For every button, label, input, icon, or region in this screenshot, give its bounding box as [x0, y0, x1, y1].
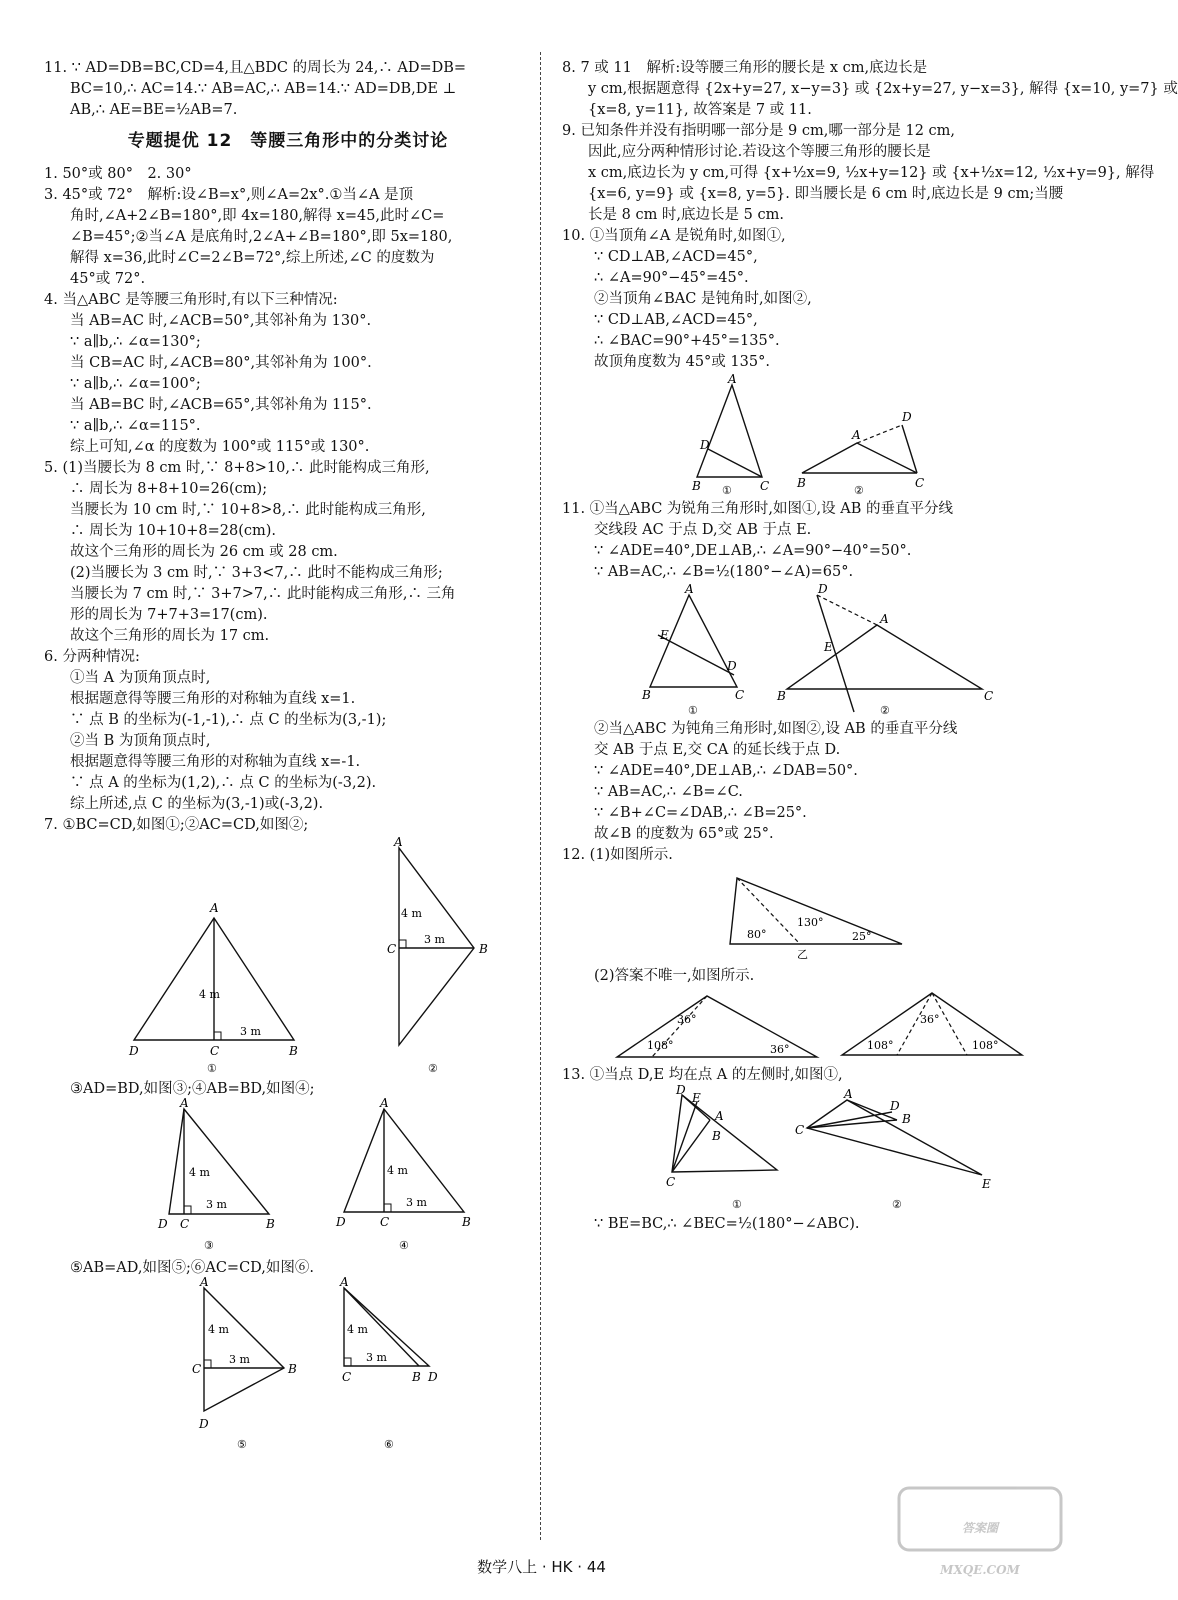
svg-text:②: ②: [854, 484, 864, 497]
q12-figure-1: [562, 870, 1042, 962]
svg-text:C: C: [192, 1362, 202, 1376]
svg-text:B: B: [777, 689, 786, 703]
q12-figure-2b: [842, 993, 1022, 1055]
q10-figure-2: [796, 410, 924, 497]
svg-text:D: D: [818, 582, 828, 596]
svg-text:108°: 108°: [867, 1039, 894, 1052]
q3-line2: 角时,∠A+2∠B=180°,即 4x=180,解得 x=45,此时∠C=: [70, 208, 445, 224]
q11-figure-1: [641, 582, 744, 717]
svg-text:B: B: [797, 476, 806, 490]
svg-text:108°: 108°: [972, 1039, 999, 1052]
svg-text:E: E: [982, 1177, 991, 1191]
q12-line1: 12. (1)如图所示.: [562, 847, 673, 863]
svg-text:B: B: [266, 1217, 275, 1231]
q3-line3: ∠B=45°;②当∠A 是底角时,2∠A+∠B=180°,即 5x=180,: [70, 229, 453, 245]
q9-line3: x cm,底边长为 y cm,可得 {x+½x=9, ½x+y=12} 或 {x+½x=12, ½x+y=9}, 解得: [588, 165, 1155, 181]
q6-line7: ∵ 点 A 的坐标为(1,2),∴ 点 C 的坐标为(-3,2).: [70, 775, 377, 791]
svg-text:A: A: [210, 901, 219, 915]
q4-line1: 4. 当△ABC 是等腰三角形时,有以下三种情况:: [44, 292, 338, 308]
svg-text:108°: 108°: [647, 1039, 674, 1052]
svg-text:②: ②: [880, 704, 890, 717]
q5-line6: (2)当腰长为 3 cm 时,∵ 3+3<7,∴ 此时不能构成三角形;: [70, 565, 443, 581]
svg-text:4 m: 4 m: [189, 1166, 210, 1179]
q7-figure-1: [128, 901, 298, 1075]
q7-figure-4: [335, 1096, 471, 1252]
q4-line2: 当 AB=AC 时,∠ACB=50°,其邻补角为 130°.: [70, 313, 372, 329]
svg-text:B: B: [412, 1370, 421, 1384]
q7-line3: ⑤AB=AD,如图⑤;⑥AC=CD,如图⑥.: [70, 1260, 314, 1276]
q9-line5: 长是 8 cm 时,底边长是 5 cm.: [588, 207, 784, 223]
svg-text:B: B: [289, 1044, 298, 1058]
svg-text:36°: 36°: [677, 1013, 697, 1026]
q11r-line1: 11. ①当△ABC 为锐角三角形时,如图①,设 AB 的垂直平分线: [562, 501, 953, 517]
svg-text:A: A: [340, 1275, 349, 1289]
q6-line5: ②当 B 为顶角顶点时,: [70, 733, 211, 749]
svg-text:D: D: [199, 1417, 209, 1431]
svg-text:⑤: ⑤: [237, 1438, 247, 1451]
q11-line1: 11. ∵ AD=DB=BC,CD=4,且△BDC 的周长为 24,∴ AD=DB=: [44, 60, 467, 76]
q12-figure-2a: [617, 996, 817, 1057]
svg-text:B: B: [462, 1215, 471, 1229]
q6-line4: ∵ 点 B 的坐标为(-1,-1),∴ 点 C 的坐标为(3,-1);: [70, 712, 387, 728]
q1-q2: 1. 50°或 80° 2. 30°: [44, 166, 192, 182]
q7-line1: 7. ①BC=CD,如图①;②AC=CD,如图②;: [44, 817, 309, 833]
svg-text:D: D: [890, 1099, 900, 1113]
svg-text:①: ①: [722, 484, 732, 497]
q11-line3: AB,∴ AE=BE=½AB=7.: [70, 102, 238, 118]
q5-line8: 形的周长为 7+7+3=17(cm).: [70, 607, 268, 623]
q3-line4: 解得 x=36,此时∠C=2∠B=72°,综上所述,∠C 的度数为: [70, 250, 435, 266]
svg-text:E: E: [692, 1091, 701, 1105]
q8-line1: 8. 7 或 11 解析:设等腰三角形的腰长是 x cm,底边长是: [562, 60, 928, 76]
q13-line1: 13. ①当点 D,E 均在点 A 的左侧时,如图①,: [562, 1067, 843, 1083]
svg-text:E: E: [660, 628, 669, 642]
q13-figures: [562, 1083, 1042, 1211]
q7-figure-2: [387, 835, 488, 1075]
svg-text:D: D: [129, 1044, 139, 1058]
svg-text:36°: 36°: [920, 1013, 940, 1026]
q4-line3: ∵ a∥b,∴ ∠α=130°;: [70, 334, 201, 350]
svg-text:C: C: [795, 1123, 805, 1137]
svg-text:4 m: 4 m: [347, 1323, 368, 1336]
svg-text:A: A: [728, 372, 737, 386]
q7-figure-6: [339, 1275, 438, 1451]
q11-line2: BC=10,∴ AC=14.∵ AB=AC,∴ AB=14.∵ AD=DB,DE ⊥: [70, 81, 457, 97]
left-column: [44, 58, 532, 1457]
svg-text:B: B: [642, 688, 651, 702]
q3-line1: 3. 45°或 72° 解析:设∠B=x°,则∠A=2x°.①当∠A 是顶: [44, 187, 414, 203]
q5-line3: 当腰长为 10 cm 时,∵ 10+8>8,∴ 此时能构成三角形,: [70, 502, 426, 518]
q8-line2: y cm,根据题意得 {2x+y=27, x−y=3} 或 {2x+y=27, y−x=3}, 解得 {x=10, y=7} 或: [588, 81, 1178, 97]
q3-line5: 45°或 72°.: [70, 271, 146, 287]
q5-line5: 故这个三角形的周长为 26 cm 或 28 cm.: [70, 544, 338, 560]
q10-line2: ∵ CD⊥AB,∠ACD=45°,: [594, 249, 758, 265]
svg-text:B: B: [692, 479, 701, 493]
svg-text:A: A: [394, 835, 403, 849]
q9-line2: 因此,应分两种情形讨论.若设这个等腰三角形的腰长是: [588, 144, 931, 160]
page-footer: 数学八上 · HK · 44: [477, 1558, 606, 1576]
svg-text:4 m: 4 m: [208, 1323, 229, 1336]
svg-text:3 m: 3 m: [424, 933, 445, 946]
svg-text:D: D: [336, 1215, 346, 1229]
svg-text:答案圈: 答案圈: [961, 1521, 999, 1535]
q11r-line3: ∵ ∠ADE=40°,DE⊥AB,∴ ∠A=90°−40°=50°.: [594, 543, 912, 559]
svg-text:4 m: 4 m: [199, 988, 220, 1001]
q10-figures: [562, 372, 1042, 497]
svg-text:B: B: [479, 942, 488, 956]
q11b-line4: ∵ AB=AC,∴ ∠B=∠C.: [594, 784, 743, 800]
q10-line7: 故顶角度数为 45°或 135°.: [594, 354, 770, 370]
svg-text:B: B: [902, 1112, 911, 1126]
q6-line2: ①当 A 为顶角顶点时,: [70, 670, 211, 686]
svg-text:4 m: 4 m: [401, 907, 422, 920]
q10-line5: ∵ CD⊥AB,∠ACD=45°,: [594, 312, 758, 328]
q10-line4: ②当顶角∠BAC 是钝角时,如图②,: [594, 291, 812, 307]
q5-line9: 故这个三角形的周长为 17 cm.: [70, 628, 270, 644]
svg-text:②: ②: [892, 1198, 902, 1211]
right-column: [562, 58, 1178, 1235]
svg-text:④: ④: [399, 1239, 409, 1252]
svg-text:B: B: [288, 1362, 297, 1376]
q4-line4: 当 CB=AC 时,∠ACB=80°,其邻补角为 100°.: [70, 355, 372, 371]
svg-text:B: B: [712, 1129, 721, 1143]
svg-text:36°: 36°: [770, 1043, 790, 1056]
svg-text:25°: 25°: [852, 930, 872, 943]
q13-line2: ∵ BE=BC,∴ ∠BEC=½(180°−∠ABC).: [594, 1216, 860, 1232]
q4-line7: ∵ a∥b,∴ ∠α=115°.: [70, 418, 201, 434]
q4-line6: 当 AB=BC 时,∠ACB=65°,其邻补角为 115°.: [70, 397, 372, 413]
svg-text:①: ①: [207, 1062, 217, 1075]
svg-text:A: A: [880, 612, 889, 626]
q7-figures-5-6: [44, 1275, 524, 1453]
q11-figure-2: [776, 582, 993, 717]
svg-text:D: D: [902, 410, 912, 424]
svg-text:C: C: [180, 1217, 190, 1231]
svg-text:C: C: [915, 476, 925, 490]
svg-text:D: D: [727, 659, 737, 673]
svg-text:C: C: [735, 688, 745, 702]
q7-figures-3-4: [44, 1096, 524, 1254]
q11b-line5: ∵ ∠B+∠C=∠DAB,∴ ∠B=25°.: [594, 805, 807, 821]
svg-text:D: D: [676, 1083, 686, 1097]
q13-figure-2: [795, 1087, 991, 1211]
section-title: 专题提优 12 等腰三角形中的分类讨论: [127, 131, 449, 151]
q7-figures-1-2: [44, 835, 524, 1075]
svg-text:3 m: 3 m: [206, 1198, 227, 1211]
q6-line3: 根据题意得等腰三角形的对称轴为直线 x=1.: [70, 691, 356, 707]
column-divider: [540, 52, 541, 1540]
svg-text:MXQE.COM: MXQE.COM: [940, 1563, 1020, 1577]
q13-figure-1: [666, 1083, 777, 1211]
svg-text:C: C: [984, 689, 994, 703]
q4-line8: 综上可知,∠α 的度数为 100°或 115°或 130°.: [70, 439, 370, 455]
svg-text:②: ②: [428, 1062, 438, 1075]
svg-text:3 m: 3 m: [240, 1025, 261, 1038]
q11b-line3: ∵ ∠ADE=40°,DE⊥AB,∴ ∠DAB=50°.: [594, 763, 858, 779]
svg-text:3 m: 3 m: [229, 1353, 250, 1366]
svg-text:C: C: [387, 942, 397, 956]
svg-text:C: C: [380, 1215, 390, 1229]
svg-text:A: A: [852, 428, 861, 442]
svg-text:80°: 80°: [747, 928, 767, 941]
svg-text:⑥: ⑥: [384, 1438, 394, 1451]
svg-text:3 m: 3 m: [366, 1351, 387, 1364]
q12-line2: (2)答案不唯一,如图所示.: [594, 968, 755, 984]
svg-text:A: A: [200, 1275, 209, 1289]
svg-text:①: ①: [732, 1198, 742, 1211]
q5-line2: ∴ 周长为 8+8+10=26(cm);: [70, 481, 268, 497]
q6-line8: 综上所述,点 C 的坐标为(3,-1)或(-3,2).: [70, 796, 324, 812]
q11-figures: [562, 582, 1042, 717]
svg-text:③: ③: [204, 1239, 214, 1252]
q4-line5: ∵ a∥b,∴ ∠α=100°;: [70, 376, 201, 392]
q11b-line1: ②当△ABC 为钝角三角形时,如图②,设 AB 的垂直平分线: [594, 721, 958, 737]
q9-line1: 9. 已知条件并没有指明哪一部分是 9 cm,哪一部分是 12 cm,: [562, 123, 956, 139]
q11r-line4: ∵ AB=AC,∴ ∠B=½(180°−∠A)=65°.: [594, 564, 854, 580]
svg-text:A: A: [844, 1087, 853, 1101]
svg-text:乙: 乙: [797, 948, 808, 961]
q10-line6: ∴ ∠BAC=90°+45°=135°.: [594, 333, 780, 349]
q11b-line6: 故∠B 的度数为 65°或 25°.: [594, 826, 774, 842]
svg-text:E: E: [824, 640, 833, 654]
q5-line1: 5. (1)当腰长为 8 cm 时,∵ 8+8>10,∴ 此时能构成三角形,: [44, 460, 430, 476]
svg-text:3 m: 3 m: [406, 1196, 427, 1209]
q12-figures-2: [562, 991, 1042, 1061]
svg-text:A: A: [685, 582, 694, 596]
q7-figure-3: [157, 1096, 275, 1252]
q8-line3: {x=8, y=11}, 故答案是 7 或 11.: [588, 102, 812, 118]
svg-text:D: D: [158, 1217, 168, 1231]
q10-figure-1: [691, 372, 769, 497]
svg-text:C: C: [210, 1044, 220, 1058]
svg-text:①: ①: [688, 704, 698, 717]
svg-text:A: A: [715, 1109, 724, 1123]
svg-text:A: A: [380, 1096, 389, 1110]
svg-text:C: C: [760, 479, 770, 493]
q6-line6: 根据题意得等腰三角形的对称轴为直线 x=-1.: [70, 754, 361, 770]
svg-text:C: C: [342, 1370, 352, 1384]
q11r-line2: 交线段 AC 于点 D,交 AB 于点 E.: [594, 522, 812, 538]
svg-text:130°: 130°: [797, 916, 824, 929]
q7-figure-5: [192, 1275, 297, 1451]
svg-text:C: C: [666, 1175, 676, 1189]
q10-line1: 10. ①当顶角∠A 是锐角时,如图①,: [562, 228, 786, 244]
q6-line1: 6. 分两种情况:: [44, 649, 140, 665]
svg-text:D: D: [428, 1370, 438, 1384]
watermark-logo: [895, 1480, 1065, 1580]
svg-text:D: D: [700, 438, 710, 452]
q5-line4: ∴ 周长为 10+10+8=28(cm).: [70, 523, 277, 539]
q5-line7: 当腰长为 7 cm 时,∵ 3+7>7,∴ 此时能构成三角形,∴ 三角: [70, 586, 456, 602]
q11b-line2: 交 AB 于点 E,交 CA 的延长线于点 D.: [594, 742, 841, 758]
q7-line2: ③AD=BD,如图③;④AB=BD,如图④;: [70, 1081, 315, 1097]
q10-line3: ∴ ∠A=90°−45°=45°.: [594, 270, 749, 286]
svg-text:4 m: 4 m: [387, 1164, 408, 1177]
q9-line4: {x=6, y=9} 或 {x=8, y=5}. 即当腰长是 6 cm 时,底边长是 9 cm;当腰: [588, 186, 1064, 202]
svg-text:A: A: [180, 1096, 189, 1110]
